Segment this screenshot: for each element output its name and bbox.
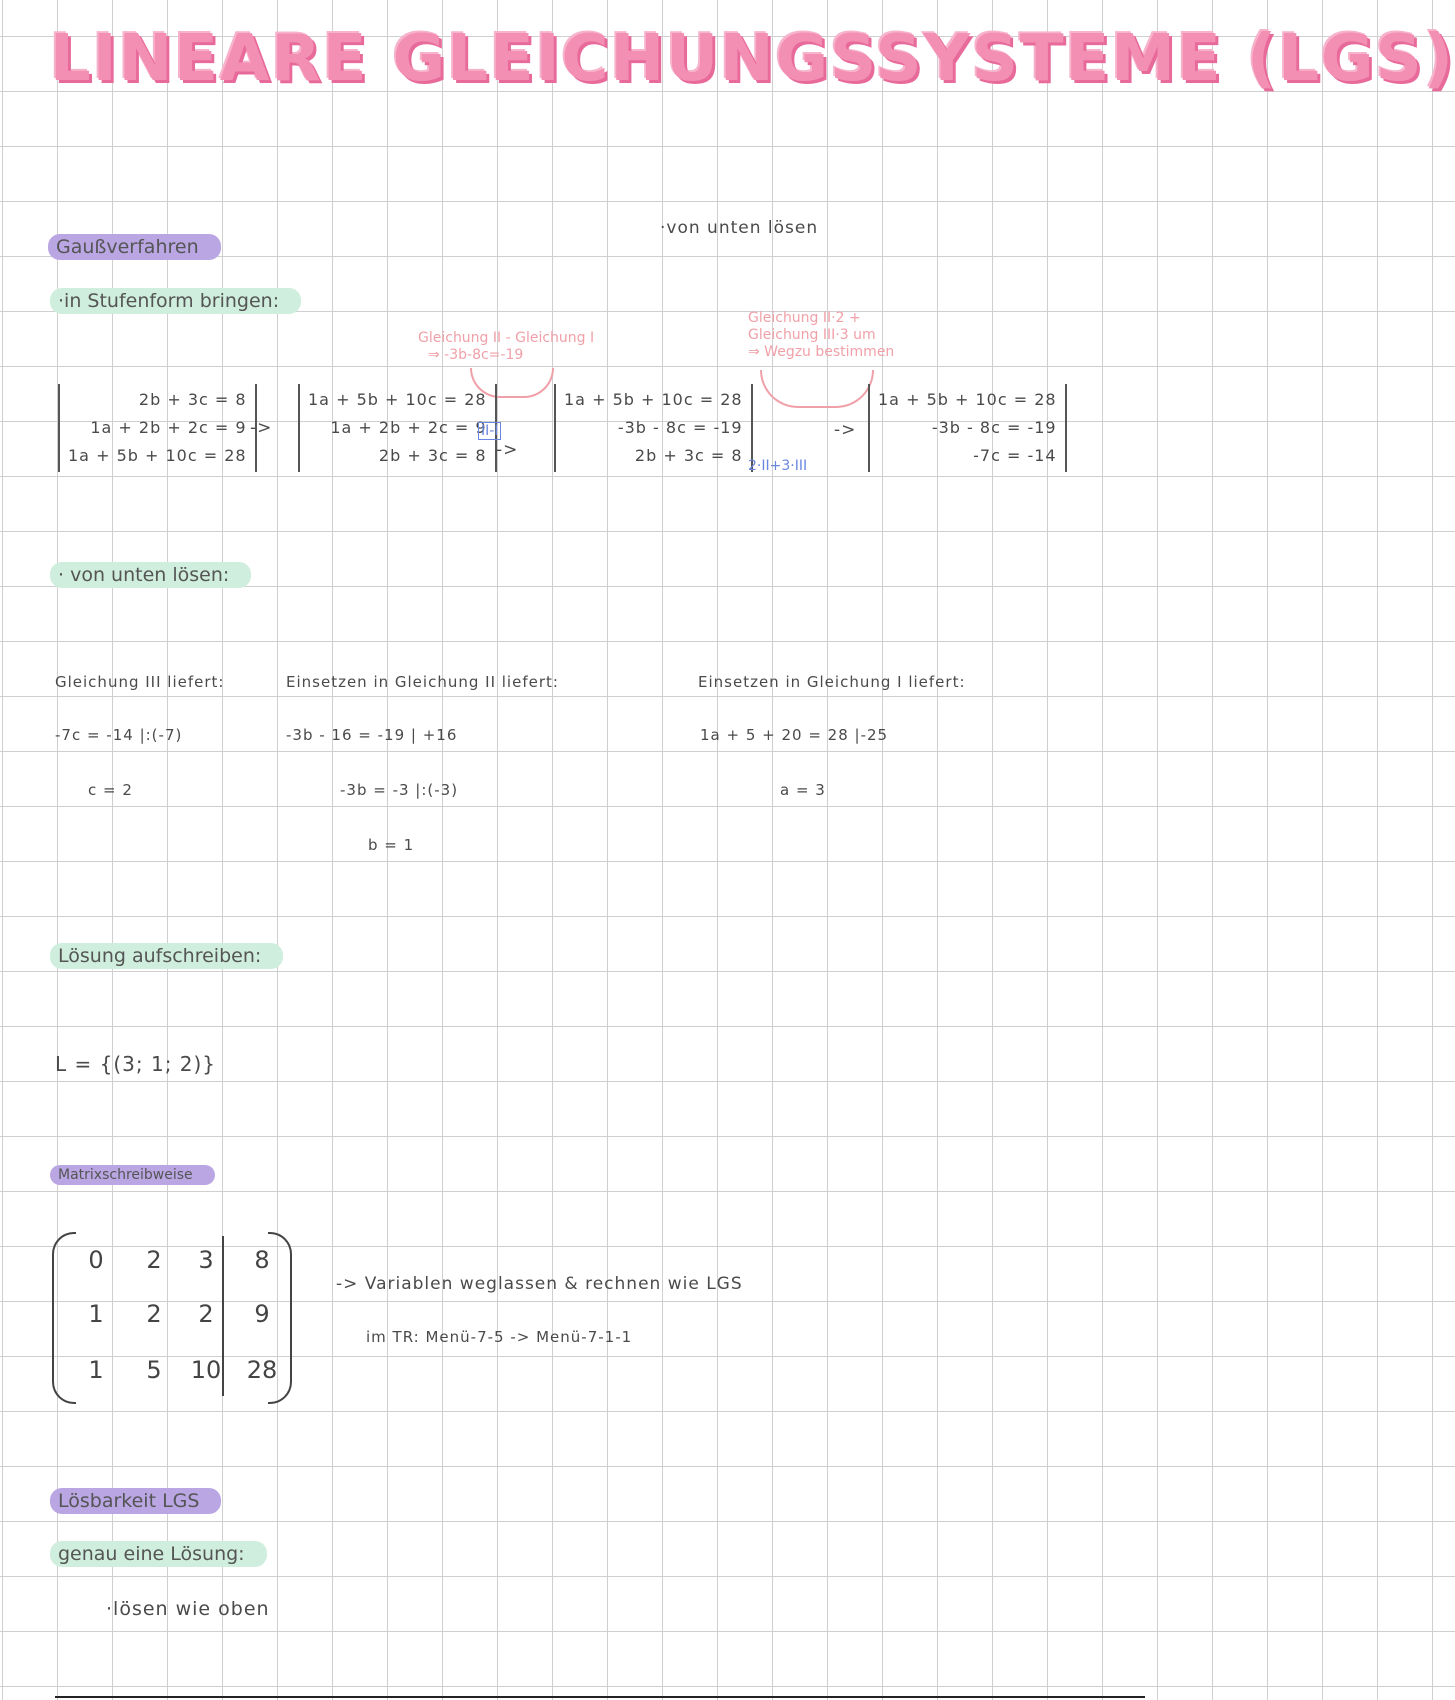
- arrow-2: ->: [496, 440, 519, 460]
- matrix-cell: 8: [254, 1246, 270, 1274]
- annotation-step2: [748, 310, 894, 361]
- matrix-left-paren: [52, 1232, 76, 1404]
- arrow-3: ->: [834, 420, 857, 440]
- solve-heading-label: · von unten lösen:: [50, 562, 251, 588]
- annotation-step1-line1: Gleichung II - Gleichung I: [418, 330, 595, 346]
- matrix-note-1: -> Variablen weglassen & rechnen wie LGS: [336, 1274, 743, 1294]
- gauss-heading: [48, 236, 221, 258]
- annotation-step1: [418, 330, 594, 364]
- matrix-heading-label: Matrixschreibweise: [50, 1165, 215, 1185]
- solve-col2-line2: -3b = -3 |:(-3): [340, 781, 459, 799]
- page-title: LINEARE GLEICHUNGSSYSTEME (LGS): [50, 22, 1455, 96]
- system-4-eq3: -7c = -14: [973, 446, 1057, 465]
- matrix-cell: 2: [198, 1300, 214, 1328]
- step-stufenform-label: ·in Stufenform bringen:: [50, 288, 301, 314]
- solve-col2-line1: -3b - 16 = -19 | +16: [286, 726, 458, 744]
- system-1-eq3: 1a + 5b + 10c = 28: [68, 446, 247, 465]
- solvability-heading-label: Lösbarkeit LGS: [50, 1488, 221, 1514]
- coefficient-matrix: [52, 1232, 292, 1402]
- matrix-cell: 10: [190, 1356, 222, 1384]
- solution-heading-label: Lösung aufschreiben:: [50, 943, 283, 969]
- matrix-cell: 1: [88, 1356, 104, 1384]
- solution-value: L = {(3; 1; 2)}: [55, 1052, 217, 1076]
- brace-step2: [760, 370, 874, 408]
- matrix-cell: 0: [88, 1246, 104, 1274]
- solvability-sub-label: genau eine Lösung:: [50, 1541, 267, 1567]
- solvability-heading: [50, 1490, 221, 1512]
- matrix-cell: 9: [254, 1300, 270, 1328]
- system-3-eq2: -3b - 8c = -19: [617, 418, 743, 437]
- solvability-sub: [50, 1543, 267, 1565]
- system-3-eq3: 2b + 3c = 8: [634, 446, 743, 465]
- system-2: [298, 384, 497, 472]
- gauss-heading-label: Gaußverfahren: [48, 234, 221, 260]
- matrix-cell: 2: [146, 1300, 162, 1328]
- matrix-cell: 28: [246, 1356, 278, 1384]
- system-2-eq3: 2b + 3c = 8: [378, 446, 487, 465]
- annotation-step2-line2: Gleichung III·3 um: [748, 327, 876, 343]
- system-4-eq1: 1a + 5b + 10c = 28: [878, 390, 1057, 409]
- solve-col1-head: Gleichung III liefert:: [55, 673, 225, 691]
- solve-col2-head: Einsetzen in Gleichung II liefert:: [286, 673, 559, 691]
- solve-col3-line2: a = 3: [780, 781, 826, 799]
- solve-col2-line3: b = 1: [368, 836, 415, 854]
- solve-heading: [50, 564, 251, 586]
- system-1: [58, 384, 257, 472]
- page-bottom-line: [55, 1696, 1145, 1698]
- system-2-eq1: 1a + 5b + 10c = 28: [308, 390, 487, 409]
- step-stufenform: [50, 290, 301, 312]
- annotation-step2-line1: Gleichung II·2 +: [748, 310, 861, 326]
- matrix-cell: 5: [146, 1356, 162, 1384]
- matrix-note-2: im TR: Menü-7-5 -> Menü-7-1-1: [366, 1328, 633, 1346]
- matrix-cell: 1: [88, 1300, 104, 1328]
- system-1-eq2: 1a + 2b + 2c = 9: [90, 418, 247, 437]
- annotation-step2-line3: ⇒ Wegzu bestimmen: [748, 344, 895, 360]
- arrow-1: ->: [250, 418, 273, 438]
- system-2-eq2: 1a + 2b + 2c = 9: [330, 418, 487, 437]
- solve-col3-line1: 1a + 5 + 20 = 28 |-25: [700, 726, 889, 744]
- solve-col1-line1: -7c = -14 |:(-7): [55, 726, 183, 744]
- matrix-cell: 2: [146, 1246, 162, 1274]
- annotation-step1-line2: ⇒ -3b-8c=-19: [428, 347, 524, 363]
- solve-col1-line2: c = 2: [88, 781, 133, 799]
- matrix-cell: 3: [198, 1246, 214, 1274]
- matrix-heading: [50, 1164, 215, 1183]
- top-note: ·von unten lösen: [660, 218, 819, 238]
- system-4: [868, 384, 1067, 472]
- system-3: [554, 384, 753, 472]
- solution-heading: [50, 945, 283, 967]
- system-3-eq1: 1a + 5b + 10c = 28: [564, 390, 743, 409]
- solve-col3-head: Einsetzen in Gleichung I liefert:: [698, 673, 966, 691]
- solvability-text: ·lösen wie oben: [106, 1598, 270, 1620]
- system-1-eq1: 2b + 3c = 8: [138, 390, 247, 409]
- op-label-1: II-I: [478, 422, 501, 440]
- op-label-2: 2·II+3·III: [748, 458, 808, 474]
- system-4-eq2: -3b - 8c = -19: [931, 418, 1057, 437]
